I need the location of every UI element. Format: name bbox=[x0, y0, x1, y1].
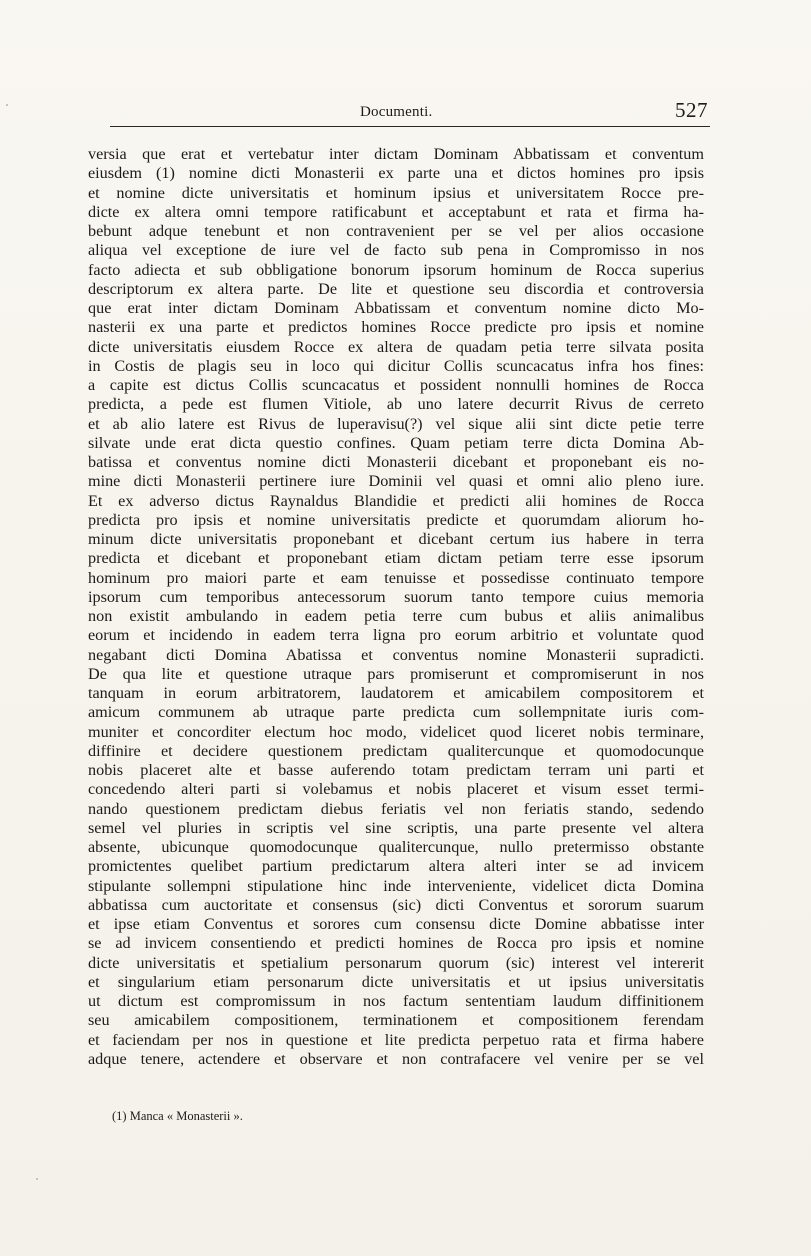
text-line: dicte universitatis eiusdem Rocce ex altera de quadam petia terre silvata posita bbox=[88, 337, 704, 356]
text-line: dicte ex altera omni tempore ratificabunt et acceptabunt et rata et firma ha- bbox=[88, 202, 704, 221]
text-line: et faciendam per nos in questione et lite predicta perpetuo rata et firma habere bbox=[88, 1030, 704, 1049]
text-line: batissa et conventus nomine dicti Monasterii dicebant et proponebant eis no- bbox=[88, 453, 704, 471]
text-line: que erat inter dictam Dominam Abbatissam et conventum nomine dicto Mo- bbox=[88, 299, 704, 317]
text-line: nando questionem predictam diebus feriatis vel non feriatis stando, sedendo bbox=[88, 799, 704, 818]
text-line: predicta, a pede est flumen Vitiole, ab uno latere decurrit Rivus de cerreto bbox=[88, 395, 704, 414]
text-line: eiusdem (1) nomine dicti Monasterii ex parte una et dictos homines pro ipsis bbox=[88, 164, 704, 183]
text-line: De qua lite et questione utraque pars promiserunt et compromiserunt in nos bbox=[88, 664, 704, 683]
text-line: se ad invicem consentiendo et predicti homines de Rocca pro ipsis et nomine bbox=[88, 934, 704, 953]
text-line: et ab alio latere est Rivus de luperavisu(?) vel sique alii sint dicte petie terre bbox=[88, 414, 704, 433]
text-line: abbatissa cum auctoritate et consensus (sic) dicti Conventus et sororum suarum bbox=[88, 895, 704, 914]
text-line: silvate unde erat dicta questio confines. Quam petiam terre dicta Domina Ab- bbox=[88, 433, 704, 452]
text-line: hominum pro maiori parte et eam tenuisse et possedisse continuato tempore bbox=[88, 568, 704, 587]
text-line: promictentes quelibet partium predictarum altera alteri inter se ad invicem bbox=[88, 857, 704, 876]
text-line: eorum et incidendo in eadem terra ligna pro eorum arbitrio et voluntate quod bbox=[88, 626, 704, 645]
text-line: descriptorum ex altera parte. De lite et questione seu discordia et controversia bbox=[88, 279, 704, 298]
text-line: minum dicte universitatis proponebant et dicebant certum ius habere in terra bbox=[88, 530, 704, 548]
page-header bbox=[110, 100, 710, 130]
body-text bbox=[88, 145, 704, 1069]
text-line: non existit ambulando in eadem petia terre cum bubus et aliis animalibus bbox=[88, 607, 704, 625]
text-line: nobis placeret alte et basse auferendo totam predictam terram uni parti et bbox=[88, 761, 704, 779]
text-line: et nomine dicte universitatis et hominum ipsius et universitatem Rocce pre- bbox=[88, 183, 704, 202]
text-line: amicum communem ab utraque parte predicta cum sollempnitate iuris com- bbox=[88, 703, 704, 722]
text-line: concedendo alteri parti si volebamus et nobis placeret et visum esset termi- bbox=[88, 780, 704, 799]
text-line: ipsorum cum temporibus antecessorum suorum tanto tempore cuius memoria bbox=[88, 587, 704, 606]
text-line: seu amicabilem compositionem, terminationem et compositionem ferendam bbox=[88, 1011, 704, 1030]
text-line: dicte universitatis et spetialium personarum quorum (sic) interest vel intererit bbox=[88, 953, 704, 972]
paper-speck bbox=[6, 104, 8, 106]
text-line: nasterii ex una parte et predictos homines Rocce predicte pro ipsis et nomine bbox=[88, 318, 704, 337]
text-line: tanquam in eorum arbitratorem, laudatorem et amicabilem compositorem et bbox=[88, 684, 704, 702]
text-line: aliqua vel exceptione de iure vel de facto sub pena in Compromisso in nos bbox=[88, 241, 704, 260]
text-line: versia que erat et vertebatur inter dictam Dominam Abbatissam et conventum bbox=[88, 145, 704, 163]
text-line: semel vel pluries in scriptis vel sine scriptis, una parte presente vel altera bbox=[88, 818, 704, 837]
text-line: in Costis de plagis seu in loco qui dicitur Collis scuncacatus infra hos fines: bbox=[88, 356, 704, 375]
text-line: muniter et concorditer electum hoc modo, videlicet quod liceret nobis terminare, bbox=[88, 722, 704, 741]
text-line: absente, ubicunque quomodocunque qualitercunque, nullo pretermisso obstante bbox=[88, 838, 704, 856]
paper-speck bbox=[36, 1178, 38, 1180]
text-line: adque tenere, actendere et observare et non contrafacere vel venire per se vel bbox=[88, 1049, 704, 1068]
text-line: et singularium etiam personarum dicte universitatis et ut ipsius universitatis bbox=[88, 972, 704, 991]
text-line: a capite est dictus Collis scuncacatus et possident nonnulli homines de Rocca bbox=[88, 376, 704, 394]
text-line: facto adiecta et sub obbligatione bonorum ipsorum hominum de Rocca superius bbox=[88, 260, 704, 279]
page-number: 527 bbox=[675, 98, 708, 122]
text-line: mine dicti Monasterii pertinere iure Dominii vel quasi et omni alio pleno iure. bbox=[88, 472, 704, 491]
text-line: et ipse etiam Conventus et sorores cum consensu dicte Domine abbatisse inter bbox=[88, 915, 704, 933]
header-rule bbox=[110, 126, 710, 127]
text-line: diffinire et decidere questionem predictam qualitercunque et quomodocunque bbox=[88, 741, 704, 760]
text-line: predicta et dicebant et proponebant etiam dictam petiam terre esse ipsorum bbox=[88, 549, 704, 568]
text-line: Et ex adverso dictus Raynaldus Blandidie et predicti alii homines de Rocca bbox=[88, 491, 704, 510]
text-line: predicta pro ipsis et nomine universitatis predicte et quorumdam aliorum ho- bbox=[88, 510, 704, 529]
footnote: (1) Manca « Monasterii ». bbox=[112, 1109, 243, 1123]
text-line: ut dictum est compromissum in nos factum sententiam laudum diffinitionem bbox=[88, 992, 704, 1010]
text-line: stipulante sollempni stipulatione hinc inde interveniente, videlicet dicta Domina bbox=[88, 876, 704, 895]
text-line: negabant dicti Domina Abatissa et conventus nomine Monasterii supradicti. bbox=[88, 645, 704, 664]
text-line: bebunt adque tenebunt et non contravenient per se vel per alios occasione bbox=[88, 222, 704, 240]
running-title: Documenti. bbox=[360, 104, 433, 120]
